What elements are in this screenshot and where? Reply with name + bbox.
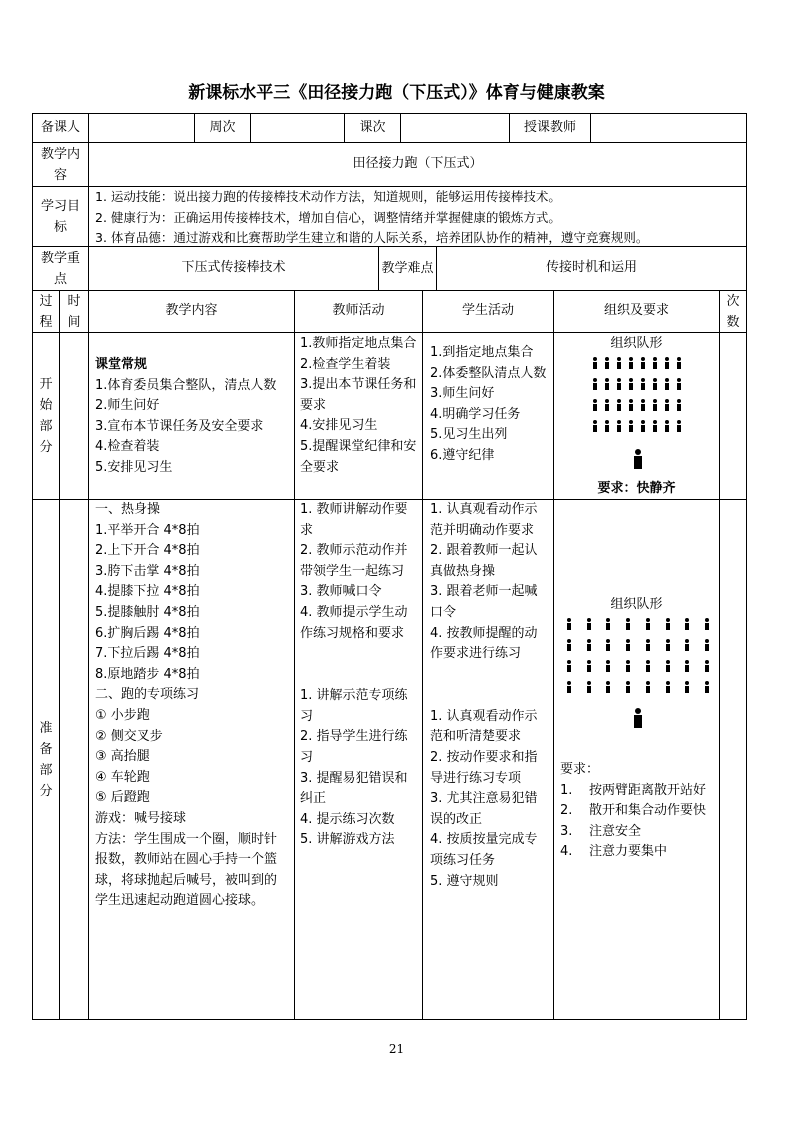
student-figure-icon: [663, 378, 671, 390]
formation-row: [565, 660, 711, 672]
col-teacher: 教师活动: [294, 290, 423, 333]
preparer-value: [88, 113, 195, 143]
student-figure-icon: [627, 378, 635, 390]
list-item: 5.见习生出列: [430, 427, 508, 443]
list-item: 1.到指定地点集合: [430, 345, 534, 360]
student-figure-icon: [683, 681, 691, 693]
student-figure-icon: [651, 399, 659, 411]
formation-title: 组织队形: [610, 597, 663, 612]
student-figure-icon: [651, 420, 659, 432]
week-value: [250, 113, 345, 143]
key-label: 教学重点: [32, 246, 89, 291]
goal-item: 3. 体育品德：通过游戏和比赛帮助学生建立和谐的人际关系，培养团队协作的精神，遵守竞赛规则。: [95, 230, 649, 246]
teacher-position-icon: [632, 708, 644, 736]
student-figure-icon: [604, 618, 612, 630]
list-item: 7.下拉后踢 4*8拍: [95, 646, 200, 662]
student-figure-icon: [675, 378, 683, 390]
student-figure-icon: [644, 618, 652, 630]
requirement-text: 注意安全: [589, 823, 642, 839]
student-figure-icon: [603, 420, 611, 432]
goals-label: 学习目标: [32, 186, 89, 247]
student-figure-icon: [644, 639, 652, 651]
list-item: 4.明确学习任务: [430, 406, 521, 422]
student-figure-icon: [585, 639, 593, 651]
formation-row: [565, 639, 711, 651]
list-item: 5. 遵守规则: [430, 873, 499, 889]
requirement-text: 散开和集合动作要快: [589, 803, 707, 819]
student-figure-icon: [644, 681, 652, 693]
student-figure-icon: [644, 660, 652, 672]
list-item: 4. 提示练习次数: [300, 811, 395, 827]
student-figure-icon: [683, 618, 691, 630]
col-org: 组织及要求: [553, 290, 720, 333]
student-figure-icon: [663, 399, 671, 411]
list-item: 游戏：喊号接球: [95, 810, 187, 826]
formation-row: [591, 399, 683, 411]
list-item: 5.安排见习生: [95, 459, 173, 475]
prep-teacher: [294, 499, 423, 1020]
list-item: 4.安排见习生: [300, 418, 378, 434]
list-item: 4.提膝下拉 4*8拍: [95, 584, 200, 600]
formation-title: 组织队形: [610, 336, 663, 351]
content-title: 课堂常规: [95, 357, 148, 372]
list-item: 一、热身操: [95, 502, 161, 517]
list-item: ④ 车轮跑: [95, 769, 150, 785]
list-item: 1. 认真观看动作示范并明确动作要求: [430, 502, 538, 538]
col-student: 学生活动: [422, 290, 554, 333]
requirement-item: [560, 781, 711, 802]
list-item: 2. 按动作要求和指导进行练习专项: [430, 749, 538, 786]
goal-item: 2. 健康行为：正确运用传接棒技术，增加自信心，调整情绪并掌握健康的锻炼方式。: [95, 209, 561, 225]
student-figure-icon: [664, 618, 672, 630]
list-item: 3.提出本节课任务和要求: [300, 377, 417, 413]
student-formation: [565, 618, 711, 702]
list-item: 3.胯下击掌 4*8拍: [95, 563, 200, 579]
list-item: 1.平举开合 4*8拍: [95, 522, 200, 538]
student-figure-icon: [591, 399, 599, 411]
list-item: 3.宣布本节课任务及安全要求: [95, 418, 264, 434]
lesson-value: [400, 113, 510, 143]
student-figure-icon: [664, 660, 672, 672]
list-item: 2. 跟着教师一起认真做热身操: [430, 543, 538, 579]
list-item: 2. 教师示范动作并带领学生一起练习: [300, 543, 408, 579]
student-figure-icon: [615, 420, 623, 432]
list-item: ① 小步跑: [95, 707, 150, 723]
student-figure-icon: [624, 618, 632, 630]
list-item: 1.体育委员集合整队，清点人数: [95, 377, 277, 393]
start-org: [553, 332, 720, 500]
student-figure-icon: [565, 681, 573, 693]
student-figure-icon: [624, 660, 632, 672]
list-item: 5.提醒课堂纪律和安全要求: [300, 438, 417, 475]
page-number: 21: [388, 1042, 405, 1056]
requirements-label: 要求：: [560, 762, 600, 777]
list-item: 3. 教师喊口令: [300, 584, 382, 600]
teacher-label: 授课教师: [509, 113, 591, 143]
student-figure-icon: [703, 681, 711, 693]
requirement-item: [560, 842, 711, 863]
col-content: 教学内容: [88, 290, 295, 333]
col-times: 次数: [719, 290, 747, 333]
student-formation: [591, 357, 683, 441]
requirement-number: 2.: [560, 803, 573, 819]
list-item: 3. 跟着老师一起喊口令: [430, 584, 538, 620]
student-figure-icon: [615, 399, 623, 411]
student-figure-icon: [565, 660, 573, 672]
game-method: 方法：学生围成一个圈，顺时针报数，教师站在圆心手持一个篮球，将球抛起后喊号，被叫到的学生迅速起动跑道圆心接球。: [95, 831, 278, 909]
formation-row: [591, 420, 683, 432]
student-figure-icon: [639, 357, 647, 369]
list-item: 2.体委整队清点人数: [430, 365, 547, 381]
times-prep: [719, 499, 747, 1020]
student-figure-icon: [603, 357, 611, 369]
student-figure-icon: [675, 420, 683, 432]
list-item: 1. 讲解示范专项练习: [300, 688, 408, 724]
student-figure-icon: [585, 681, 593, 693]
week-label: 周次: [194, 113, 251, 143]
student-figure-icon: [703, 618, 711, 630]
goal-item: 1. 运动技能：说出接力跑的传接棒技术动作方法，知道规则，能够运用传接棒技术。: [95, 189, 561, 204]
prep-org: [553, 499, 720, 1020]
student-figure-icon: [639, 399, 647, 411]
list-item: 2. 指导学生进行练习: [300, 729, 408, 765]
list-item: 1.教师指定地点集合: [300, 336, 417, 351]
list-item: 3. 尤其注意易犯错误的改正: [430, 791, 538, 827]
time-prep: [59, 499, 89, 1020]
student-figure-icon: [565, 618, 573, 630]
time-start: [59, 332, 89, 500]
student-figure-icon: [585, 660, 593, 672]
formation-requirement: 要求：快静齐: [597, 481, 676, 496]
student-figure-icon: [603, 378, 611, 390]
student-figure-icon: [651, 378, 659, 390]
student-figure-icon: [627, 357, 635, 369]
preparer-label: 备课人: [32, 113, 89, 143]
list-item: 5. 讲解游戏方法: [300, 832, 395, 848]
student-figure-icon: [664, 681, 672, 693]
list-item: 2.检查学生着装: [300, 356, 391, 372]
list-item: 4. 按教师提醒的动作要求进行练习: [430, 625, 538, 662]
student-figure-icon: [703, 660, 711, 672]
requirement-number: 1.: [560, 782, 573, 798]
requirement-text: 注意力要集中: [589, 844, 668, 860]
student-figure-icon: [651, 357, 659, 369]
list-item: 二、跑的专项练习: [95, 687, 200, 703]
prep-content: [88, 499, 295, 1020]
student-figure-icon: [627, 420, 635, 432]
requirement-text: 按两臂距离散开站好: [589, 782, 707, 798]
difficulty-label: 教学难点: [378, 246, 437, 291]
student-figure-icon: [639, 378, 647, 390]
student-figure-icon: [675, 357, 683, 369]
list-item: ② 侧交叉步: [95, 728, 163, 744]
list-item: 2.上下开合 4*8拍: [95, 543, 200, 559]
list-item: 1. 教师讲解动作要求: [300, 502, 408, 538]
student-figure-icon: [603, 399, 611, 411]
student-figure-icon: [663, 420, 671, 432]
list-item: 6.遵守纪律: [430, 447, 495, 463]
student-figure-icon: [683, 660, 691, 672]
student-figure-icon: [591, 420, 599, 432]
requirements: [560, 760, 711, 863]
requirement-number: 4.: [560, 844, 573, 860]
start-content: [88, 332, 295, 500]
prep-student: [422, 499, 554, 1020]
student-figure-icon: [591, 378, 599, 390]
student-figure-icon: [604, 660, 612, 672]
key-value: 下压式传接棒技术: [88, 246, 379, 291]
teacher-position-icon: [632, 449, 644, 477]
student-figure-icon: [624, 681, 632, 693]
goals-list: [88, 186, 747, 247]
times-start: [719, 332, 747, 500]
list-item: 4. 教师提示学生动作练习规格和要求: [300, 604, 408, 641]
formation-row: [565, 681, 711, 693]
student-figure-icon: [591, 357, 599, 369]
content-value: 田径接力跑（下压式）: [88, 142, 747, 187]
teacher-value: [590, 113, 747, 143]
student-figure-icon: [663, 357, 671, 369]
student-figure-icon: [615, 378, 623, 390]
col-process: 过程: [32, 290, 60, 333]
page-title: 新课标水平三《田径接力跑（下压式）》体育与健康教案: [188, 83, 605, 103]
student-figure-icon: [624, 639, 632, 651]
list-item: 5.提膝触肘 4*8拍: [95, 604, 200, 620]
student-figure-icon: [627, 399, 635, 411]
student-figure-icon: [683, 639, 691, 651]
col-time: 时间: [59, 290, 89, 333]
formation-row: [591, 357, 683, 369]
difficulty-value: 传接时机和运用: [436, 246, 747, 291]
student-figure-icon: [604, 639, 612, 651]
phase-prep: 准备部分: [32, 499, 60, 1020]
requirement-number: 3.: [560, 823, 573, 839]
student-figure-icon: [565, 639, 573, 651]
list-item: 4. 按质按量完成专项练习任务: [430, 832, 538, 868]
formation-row: [565, 618, 711, 630]
student-figure-icon: [585, 618, 593, 630]
list-item: ③ 高抬腿: [95, 749, 150, 765]
student-figure-icon: [604, 681, 612, 693]
requirement-item: [560, 822, 711, 843]
lesson-label: 课次: [344, 113, 401, 143]
content-label: 教学内容: [32, 142, 89, 187]
list-item: 6.扩胸后踢 4*8拍: [95, 625, 200, 641]
start-student: [422, 332, 554, 500]
list-item: 3. 提醒易犯错误和纠正: [300, 770, 408, 807]
student-figure-icon: [664, 639, 672, 651]
student-figure-icon: [703, 639, 711, 651]
list-item: 4.检查着装: [95, 439, 160, 455]
list-item: 3.师生问好: [430, 386, 495, 402]
start-teacher: [294, 332, 423, 500]
list-item: 1. 认真观看动作示范和听清楚要求: [430, 708, 538, 745]
student-figure-icon: [639, 420, 647, 432]
list-item: 8.原地踏步 4*8拍: [95, 666, 200, 682]
student-figure-icon: [675, 399, 683, 411]
list-item: ⑤ 后蹬跑: [95, 790, 150, 806]
requirement-item: [560, 801, 711, 822]
formation-row: [591, 378, 683, 390]
list-item: 2.师生问好: [95, 398, 160, 414]
phase-start: 开始部分: [32, 332, 60, 500]
student-figure-icon: [615, 357, 623, 369]
